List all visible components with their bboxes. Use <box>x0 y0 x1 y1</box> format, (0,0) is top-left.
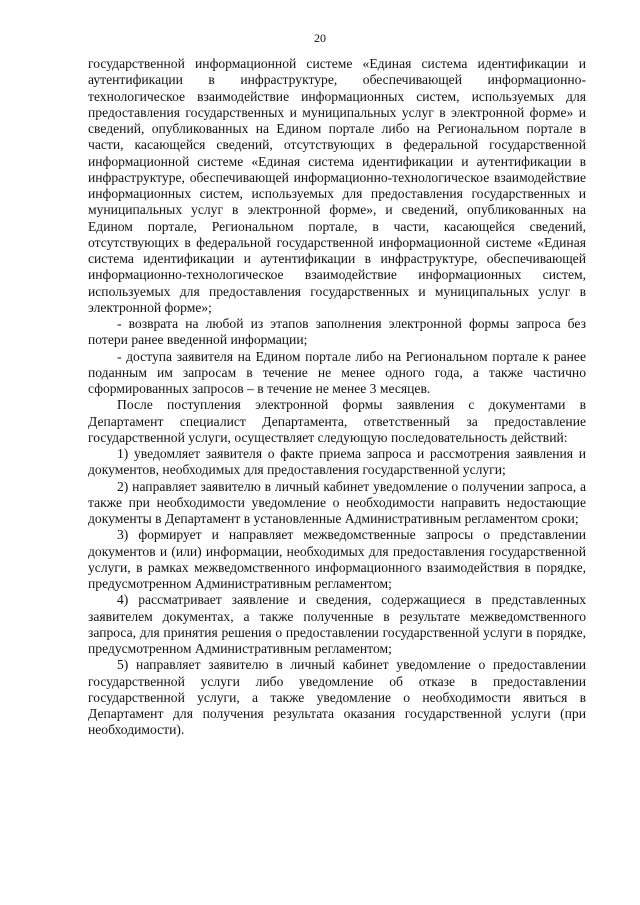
paragraph-after-receipt: После поступления электронной формы заявления с документами в Департамент специалист Департамента, ответственный за предоставление государственной услуги, осуществляет следующую последовательность действий: <box>88 397 586 445</box>
list-item-2: 2) направляет заявителю в личный кабинет уведомление о получении запроса, а также при необходимости уведомление о необходимости направить недостающие документы в Департамент в установленные Административным регламентом сроки; <box>88 478 586 526</box>
list-item-4: 4) рассматривает заявление и сведения, содержащиеся в представленных заявителем документах, а также полученные в результате межведомственного запроса, для принятия решения о предоставлении государственной услуги в порядке, предусмотренном Административным регламентом; <box>88 592 586 656</box>
list-item-3: 3) формирует и направляет межведомственные запросы о представлении документов и (или) информации, необходимых для предоставления государственной услуги, в рамках межведомственного информационного взаимодействия в порядке, предусмотренном Административным регламентом; <box>88 527 586 591</box>
list-item-5: 5) направляет заявителю в личный кабинет уведомление о предоставлении государственной услуги либо уведомление об отказе в предоставлении государственной услуги, а также уведомление о необходимости явиться в Департамент для получения результата оказания государственной услуги (при необходимости). <box>88 657 586 738</box>
list-item-1: 1) уведомляет заявителя о факте приема запроса и рассмотрения заявления и документов, необходимых для предоставления государственной услуги; <box>88 446 586 478</box>
document-body <box>88 56 586 739</box>
paragraph-return-to-stage: - возврата на любой из этапов заполнения электронной формы запроса без потери ранее введенной информации; <box>88 316 586 348</box>
paragraph-access-to-requests: - доступа заявителя на Едином портале либо на Региональном портале к ранее поданным им запросам в течение не менее одного года, а также частично сформированных запросов – в течение не менее 3 месяцев. <box>88 348 586 396</box>
page-number: 20 <box>314 31 326 45</box>
paragraph-continuation: государственной информационной системе «Единая система идентификации и аутентификации в инфраструктуре, обеспечивающей информационно-технологическое взаимодействие информационных систем, используемых для предоставления государственных и муниципальных услуг в электронной форме» и сведений, опубликованных на Едином портале либо на Региональном портале в части, касающейся сведений, отсутствующих в федеральной государственной информационной системе «Единая система идентификации и аутентификации в инфраструктуре, обеспечивающей информационно-технологическое взаимодействие информационных систем, используемых для предоставления государственных и муниципальных услуг в электронной форме», и сведений, опубликованных на Едином портале, Региональном портале, в части, касающейся сведений, отсутствующих в федеральной государственной информационной системе «Единая система идентификации и аутентификации в инфраструктуре, обеспечивающей информационно-технологическое взаимодействие информационных систем, используемых для предоставления государственных и муниципальных услуг в электронной форме»; <box>88 56 586 315</box>
